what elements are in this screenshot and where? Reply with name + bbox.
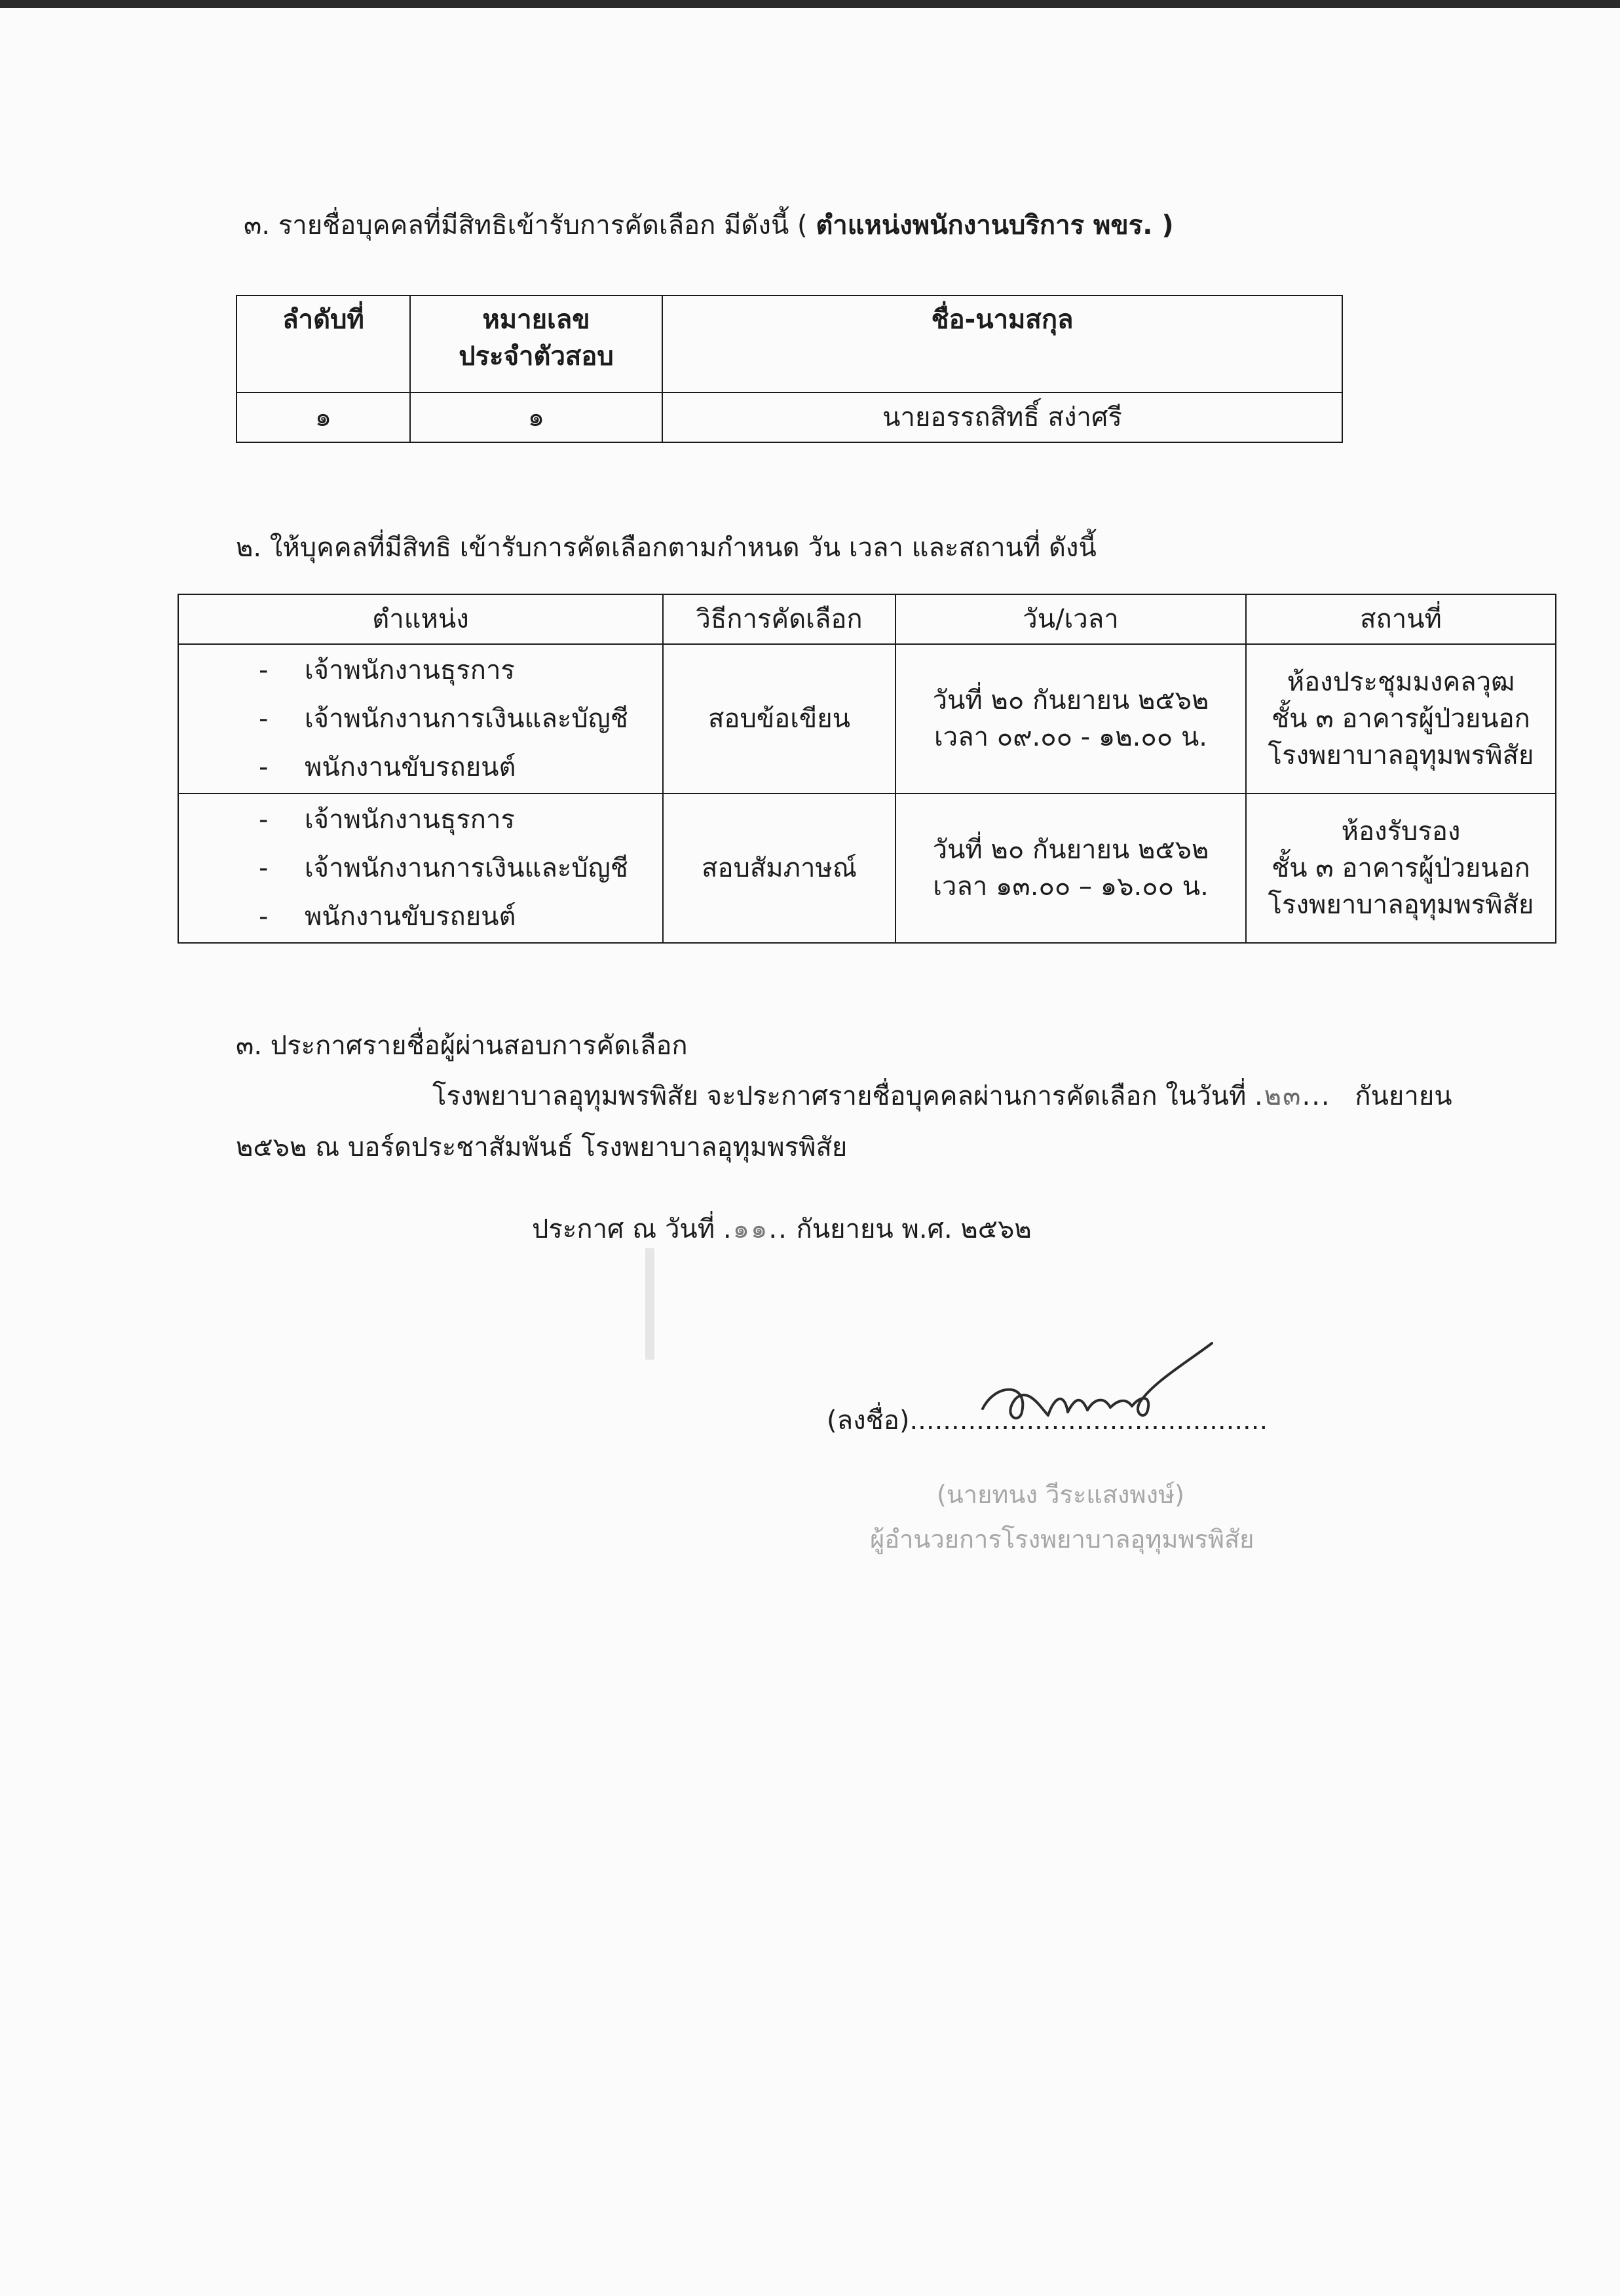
header-exam-no-line2: ประจำตัวสอบ: [459, 341, 614, 372]
announce-date: [532, 1211, 1032, 1248]
section3-line2: ๒๕๖๒ ณ บอร์ดประชาสัมพันธ์ โรงพยาบาลอุทุมพรพิสัย: [236, 1132, 848, 1162]
cell-method: สอบข้อเขียน: [663, 644, 895, 794]
cell-method: สอบสัมภาษณ์: [663, 794, 895, 943]
list-item: - เจ้าพนักงานธุรการ: [187, 795, 654, 844]
section1-heading: [244, 207, 1174, 244]
publish-date-value: ๒๓: [1264, 1081, 1302, 1111]
section3-line1-text: โรงพยาบาลอุทุมพรพิสัย จะประกาศรายชื่อบุคคลผ่านการคัดเลือก ในวันที่: [432, 1081, 1247, 1111]
exam-time: เวลา ๐๙.๐๐ - ๑๒.๐๐ น.: [933, 722, 1207, 752]
cell-order: ๑: [236, 392, 410, 442]
announce-day: .๑๑..: [723, 1214, 788, 1244]
header-order: ลำดับที่: [236, 296, 410, 392]
list-item: - เจ้าพนักงานการเงินและบัญชี: [187, 695, 654, 743]
section1-heading-bold: ตำแหน่งพนักงานบริการ พขร. ): [816, 210, 1174, 240]
position-name: พนักงานขับรถยนต์: [305, 902, 516, 932]
announce-suffix: กันยายน พ.ศ. ๒๕๖๒: [796, 1214, 1032, 1244]
position-name: เจ้าพนักงานธุรการ: [305, 805, 515, 835]
cell-name: นายอรรถสิทธิ์ สง่าศรี: [662, 392, 1342, 442]
header-exam-no-line1: หมายเลข: [482, 305, 590, 335]
header-exam-no: [410, 296, 662, 392]
cell-exam-no: ๑: [410, 392, 662, 442]
exam-date: วันที่ ๒๐ กันยายน ๒๕๖๒: [932, 835, 1209, 865]
exam-time: เวลา ๑๓.๐๐ – ๑๖.๐๐ น.: [933, 871, 1209, 902]
list-item: - พนักงานขับรถยนต์: [187, 743, 654, 792]
publish-date: .๒๓...: [1254, 1081, 1331, 1111]
section3-line1: [432, 1078, 1452, 1115]
place-line: โรงพยาบาลอุทุมพรพิสัย: [1268, 890, 1534, 920]
scan-top-edge: [0, 0, 1620, 8]
position-name: เจ้าพนักงานการเงินและบัญชี: [305, 853, 628, 883]
header-place: สถานที่: [1246, 594, 1556, 644]
cell-datetime: [895, 794, 1246, 943]
place-line: โรงพยาบาลอุทุมพรพิสัย: [1268, 740, 1534, 771]
place-line: ชั้น ๓ อาคารผู้ป่วยนอก: [1272, 853, 1530, 883]
stamp-smudge: [645, 1248, 654, 1360]
list-item: - เจ้าพนักงานการเงินและบัญชี: [187, 844, 654, 892]
header-datetime: วัน/เวลา: [895, 594, 1246, 644]
table-row: [236, 392, 1342, 442]
section2-heading: ๒. ให้บุคคลที่มีสิทธิ เข้ารับการคัดเลือกตามกำหนด วัน เวลา และสถานที่ ดังนี้: [236, 533, 1097, 563]
announce-day-value: ๑๑: [732, 1214, 769, 1244]
cell-datetime: [895, 644, 1246, 794]
position-name: เจ้าพนักงานการเงินและบัญชี: [305, 704, 628, 734]
announce-prefix: ประกาศ ณ วันที่: [532, 1214, 715, 1244]
cell-place: [1246, 644, 1556, 794]
schedule-table: [178, 594, 1556, 944]
table-row: [178, 794, 1556, 943]
publish-month: กันยายน: [1355, 1081, 1452, 1111]
exam-date: วันที่ ๒๐ กันยายน ๒๕๖๒: [932, 685, 1209, 716]
place-line: ห้องรับรอง: [1341, 816, 1461, 847]
position-name: เจ้าพนักงานธุรการ: [305, 655, 515, 685]
candidate-table: [236, 295, 1343, 443]
signer-title: ผู้อำนวยการโรงพยาบาลอุทุมพรพิสัย: [870, 1525, 1254, 1554]
place-line: ห้องประชุมมงคลวุฒ: [1287, 667, 1515, 697]
cell-place: [1246, 794, 1556, 943]
signature-dots: ...........................................: [909, 1406, 1268, 1436]
header-position: ตำแหน่ง: [178, 594, 663, 644]
section3-heading: ๓. ประกาศรายชื่อผู้ผ่านสอบการคัดเลือก: [236, 1031, 688, 1061]
cell-positions: [178, 794, 663, 943]
place-line: ชั้น ๓ อาคารผู้ป่วยนอก: [1272, 704, 1530, 734]
cell-positions: [178, 644, 663, 794]
header-name: ชื่อ-นามสกุล: [662, 296, 1342, 392]
section1-heading-text: ๓. รายชื่อบุคคลที่มีสิทธิเข้ารับการคัดเลือก มีดังนี้ (: [244, 210, 808, 240]
table-row: [178, 644, 1556, 794]
list-item: - เจ้าพนักงานธุรการ: [187, 646, 654, 695]
position-name: พนักงานขับรถยนต์: [305, 752, 516, 782]
signer-name: (นายทนง วีระแสงพงษ์): [937, 1480, 1184, 1509]
handwritten-signature-icon: [976, 1337, 1218, 1435]
list-item: - พนักงานขับรถยนต์: [187, 892, 654, 941]
header-method: วิธีการคัดเลือก: [663, 594, 895, 644]
signature-label: (ลงชื่อ): [827, 1406, 910, 1436]
